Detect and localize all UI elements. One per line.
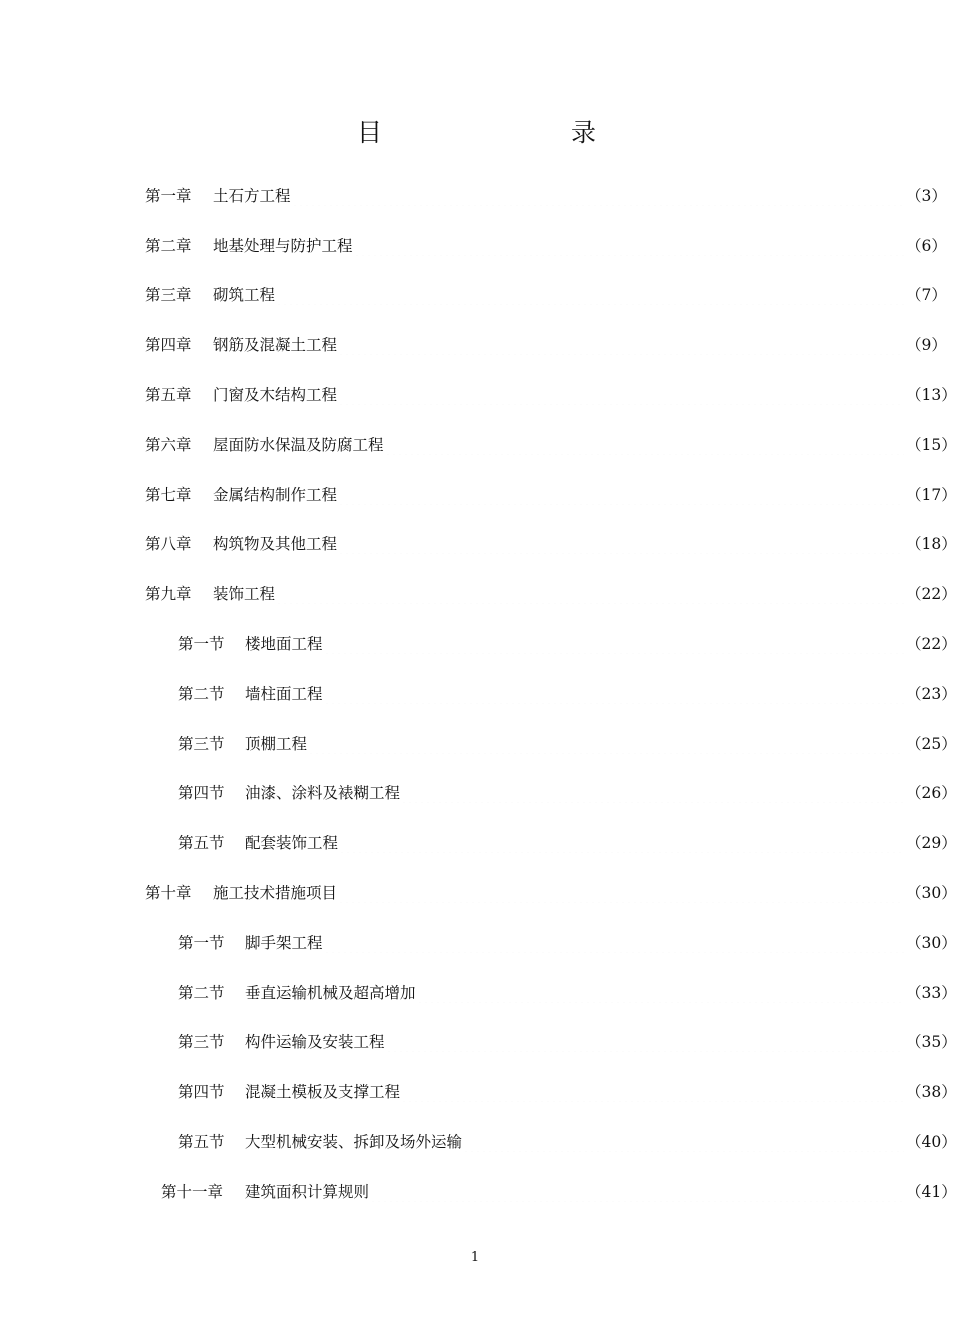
title-char-2: 录	[571, 118, 597, 147]
toc-entry-page: （40）	[906, 1133, 957, 1152]
toc-entry-page: （13）	[906, 386, 957, 405]
toc-entry-title: 建筑面积计算规则	[245, 1182, 370, 1201]
toc-entry-number: 第六章	[145, 435, 192, 454]
toc-entry-number: 第一节	[178, 635, 225, 654]
toc-entry-title: 顶棚工程	[245, 734, 308, 753]
toc-entry-page: （25）	[906, 734, 957, 753]
toc-entry[interactable]	[0, 221, 950, 271]
toc-entry-page: （6）	[906, 236, 947, 255]
toc-entry-number: 第五节	[178, 1133, 225, 1152]
toc-entry[interactable]	[0, 420, 957, 470]
toc-entry-number: 第三节	[178, 734, 225, 753]
dot-leader	[386, 1032, 904, 1052]
toc-entry[interactable]	[0, 370, 957, 420]
toc-entry-page: （35）	[906, 1033, 957, 1052]
toc-entry-number: 第八章	[145, 535, 192, 554]
toc-entry-title: 构筑物及其他工程	[213, 535, 338, 554]
toc-entry-title: 钢筋及混凝土工程	[213, 336, 338, 355]
toc-entry[interactable]	[0, 769, 957, 819]
toc-entry[interactable]	[0, 868, 957, 918]
toc-entry-title: 土石方工程	[213, 186, 291, 205]
toc-entry-title: 配套装饰工程	[245, 834, 339, 853]
dot-leader	[338, 335, 904, 355]
toc-entry-page: （7）	[906, 286, 947, 305]
toc-entry-title: 构件运输及安装工程	[245, 1033, 385, 1052]
toc-entry-title: 地基处理与防护工程	[213, 236, 353, 255]
dot-leader	[276, 584, 904, 604]
toc-entry[interactable]	[0, 968, 957, 1018]
toc-entry-number: 第二节	[178, 983, 225, 1002]
dot-leader	[401, 1082, 904, 1102]
toc-entry-title: 油漆、涂料及裱糊工程	[245, 784, 401, 803]
dot-leader	[370, 1182, 904, 1202]
toc-entry-number: 第四节	[178, 784, 225, 803]
toc-entry-number: 第四章	[145, 336, 192, 355]
toc-entry[interactable]	[0, 619, 957, 669]
toc-entry-title: 门窗及木结构工程	[213, 386, 338, 405]
toc-entry-page: （26）	[906, 784, 957, 803]
toc-entry-number: 第二节	[178, 684, 225, 703]
dot-leader	[417, 983, 904, 1003]
toc-entry-page: （30）	[906, 933, 957, 952]
toc-entry-page: （15）	[906, 435, 957, 454]
toc-entry-title: 大型机械安装、拆卸及场外运输	[245, 1133, 463, 1152]
dot-leader	[354, 236, 904, 256]
toc-entry[interactable]	[0, 719, 957, 769]
toc-entry[interactable]	[0, 520, 957, 570]
toc-entry-page: （17）	[906, 485, 957, 504]
toc-entry-number: 第四节	[178, 1083, 225, 1102]
toc-entry[interactable]	[0, 569, 957, 619]
toc-entry-page: （3）	[906, 186, 947, 205]
document-title	[0, 113, 950, 153]
toc-entry-title: 脚手架工程	[245, 933, 323, 952]
dot-leader	[338, 385, 904, 405]
toc-entry-number: 第一章	[145, 186, 192, 205]
toc-entry-number: 第十章	[145, 884, 192, 903]
dot-leader	[338, 883, 904, 903]
toc-entry-title: 屋面防水保温及防腐工程	[213, 435, 384, 454]
toc-entry-title: 墙柱面工程	[245, 684, 323, 703]
toc-entry-page: （9）	[906, 336, 947, 355]
dot-leader	[338, 485, 904, 505]
dot-leader	[308, 734, 904, 754]
toc-entry-page: （22）	[906, 585, 957, 604]
toc-entry[interactable]	[0, 1067, 957, 1117]
toc-entry-number: 第二章	[145, 236, 192, 255]
toc-entry-page: （38）	[906, 1083, 957, 1102]
toc-entry-page: （23）	[906, 684, 957, 703]
toc-entry-page: （30）	[906, 884, 957, 903]
toc-entry-page: （29）	[906, 834, 957, 853]
title-char-1: 目	[357, 118, 383, 147]
toc-entry-number: 第三节	[178, 1033, 225, 1052]
dot-leader	[324, 634, 904, 654]
dot-leader	[276, 285, 904, 305]
toc-entry-number: 第九章	[145, 585, 192, 604]
toc-entry-title: 金属结构制作工程	[213, 485, 338, 504]
toc-entry[interactable]	[0, 818, 957, 868]
toc-entry-number: 第三章	[145, 286, 192, 305]
dot-leader	[401, 783, 904, 803]
toc-entry-title: 装饰工程	[213, 585, 276, 604]
toc-entry[interactable]	[0, 470, 957, 520]
toc-entry-page: （33）	[906, 983, 957, 1002]
toc-entry-number: 第五节	[178, 834, 225, 853]
toc-entry[interactable]	[0, 1117, 957, 1167]
toc-entry-title: 砌筑工程	[213, 286, 276, 305]
dot-leader	[324, 933, 904, 953]
page-number: 1	[470, 1250, 480, 1265]
toc-entry[interactable]	[0, 320, 950, 370]
toc-entry-title: 施工技术措施项目	[213, 884, 338, 903]
toc-entry-page: （41）	[906, 1182, 957, 1201]
toc-entry[interactable]	[0, 918, 957, 968]
toc-entry-title: 楼地面工程	[245, 635, 323, 654]
toc-entry-page: （18）	[906, 535, 957, 554]
toc-entry-number: 第一节	[178, 933, 225, 952]
dot-leader	[385, 435, 904, 455]
dot-leader	[463, 1132, 904, 1152]
toc-entry[interactable]	[0, 1018, 957, 1068]
dot-leader	[338, 534, 904, 554]
toc-entry-title: 混凝土模板及支撑工程	[245, 1083, 401, 1102]
dot-leader	[292, 186, 904, 206]
table-of-contents	[0, 171, 957, 1217]
toc-entry-title: 垂直运输机械及超高增加	[245, 983, 416, 1002]
toc-entry[interactable]	[0, 271, 950, 321]
toc-entry[interactable]	[0, 1167, 957, 1217]
dot-leader	[324, 684, 904, 704]
toc-entry-number: 第十一章	[161, 1182, 224, 1201]
toc-entry-number: 第五章	[145, 386, 192, 405]
toc-entry[interactable]	[0, 171, 950, 221]
toc-entry[interactable]	[0, 669, 957, 719]
dot-leader	[339, 833, 904, 853]
toc-entry-number: 第七章	[145, 485, 192, 504]
toc-entry-page: （22）	[906, 635, 957, 654]
